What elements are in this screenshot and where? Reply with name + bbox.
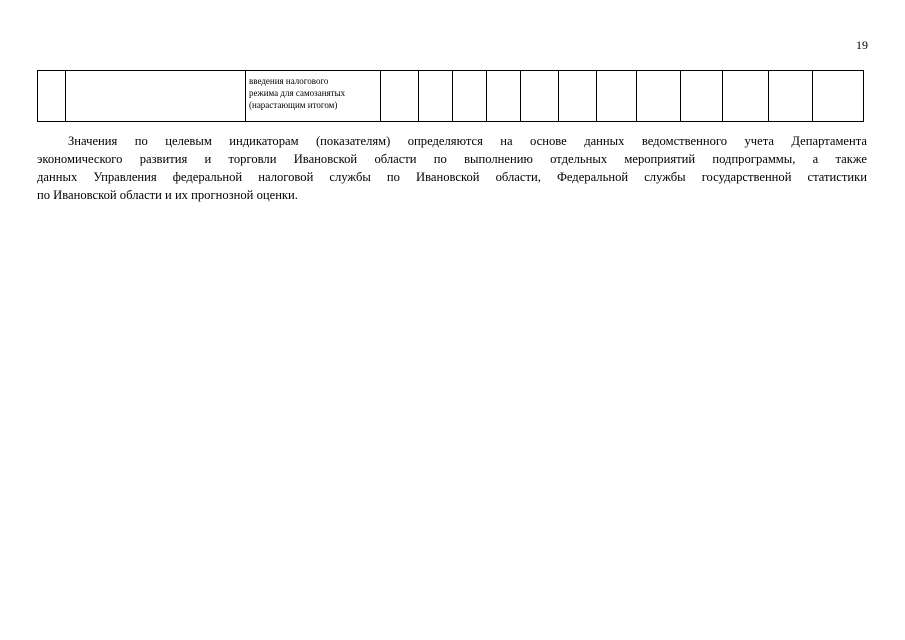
table-cell-number [38, 71, 66, 122]
paragraph-line: экономического развития и торговли Ивановской области по выполнению отдельных мероприятий подпрограммы, а также [37, 152, 867, 166]
table-cell-value [419, 71, 453, 122]
table-cell-value [769, 71, 813, 122]
table-row [38, 71, 864, 122]
indicator-line: режима для самозанятых [249, 88, 346, 98]
table-cell-value [813, 71, 864, 122]
table-cell-value [521, 71, 559, 122]
table-cell-value [723, 71, 769, 122]
indicators-table [37, 70, 864, 122]
table-cell-value [559, 71, 597, 122]
table-cell-value [681, 71, 723, 122]
table-cell-name [66, 71, 246, 122]
page-number: 19 [856, 38, 868, 52]
table-cell-value [597, 71, 637, 122]
table-cell-indicator [246, 71, 381, 122]
indicators-note-paragraph [37, 132, 867, 204]
paragraph-line: по Ивановской области и их прогнозной оценки. [37, 188, 298, 202]
indicator-line: (нарастающим итогом) [249, 100, 338, 110]
table-cell-value [487, 71, 521, 122]
paragraph-line: Значения по целевым индикаторам (показателям) определяются на основе данных ведомственного учета Департамента [68, 134, 867, 148]
table-cell-value [381, 71, 419, 122]
paragraph-line: данных Управления федеральной налоговой службы по Ивановской области, Федеральной службы государственной статистики [37, 170, 867, 184]
indicator-line: введения налогового [249, 76, 329, 86]
table-cell-value [637, 71, 681, 122]
table-cell-value [453, 71, 487, 122]
